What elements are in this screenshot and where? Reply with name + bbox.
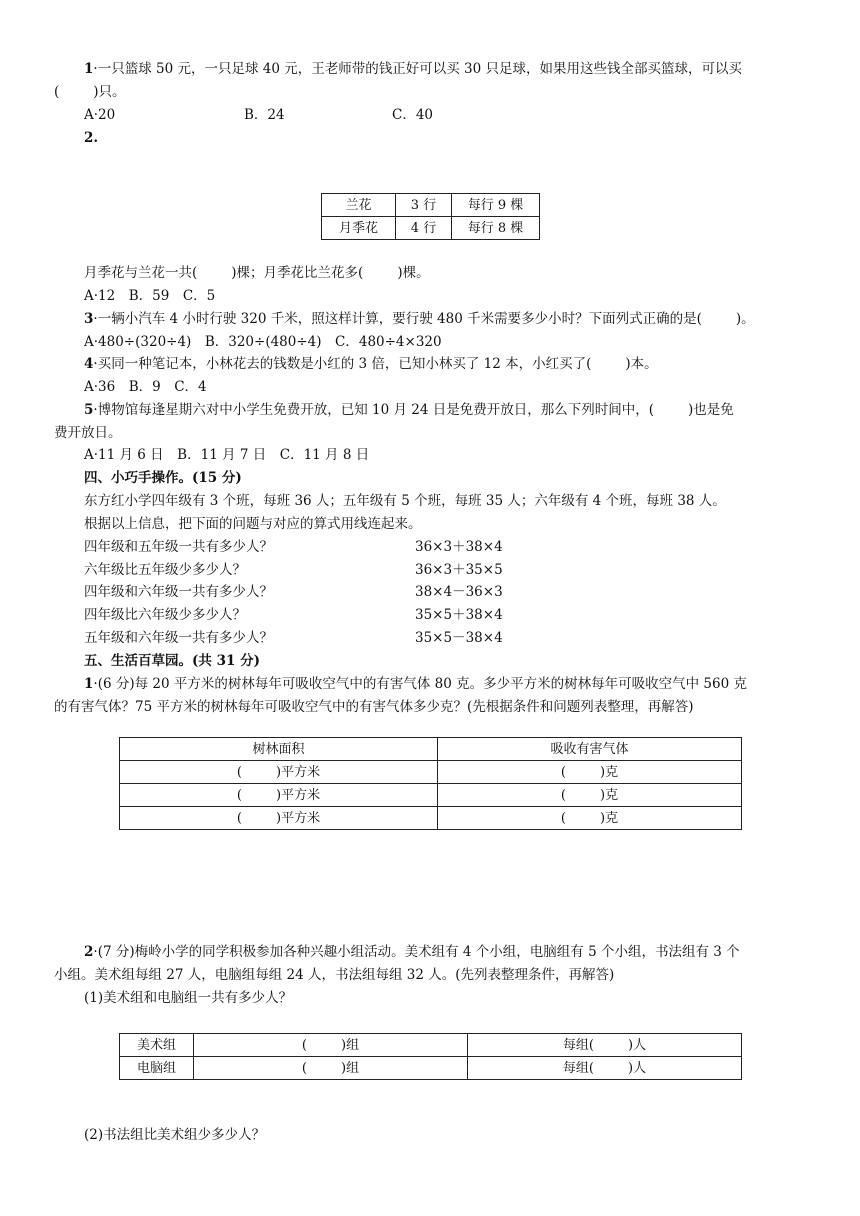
q1-option-a: A·20 <box>84 107 116 123</box>
q1-option-c: C．40 <box>392 107 434 123</box>
p2-group-table <box>119 1033 742 1080</box>
q4-line: 4·买同一种笔记本，小林花去的钱数是小红的 3 倍，已知小林买了 12 本，小红买了( )本。 <box>84 356 658 372</box>
match-question-1[interactable]: 四年级和五年级一共有多少人？ <box>84 539 273 555</box>
p2-line2: 小组。美术组每组 27 人，电脑组每组 24 人，书法组每组 32 人。(先列表整理条件，再解答) <box>54 967 615 983</box>
q5-number: 5 <box>84 402 94 418</box>
table-row: ( )平方米 ( )克 <box>120 807 742 830</box>
table-row: 电脑组 ( )组 每组( )人 <box>120 1057 742 1080</box>
p2-line1: 2·(7 分)梅岭小学的同学积极参加各种兴趣小组活动。美术组有 4 个小组，电脑组有 5 个小组，书法组有 3 个 <box>84 944 740 960</box>
match-formula-2[interactable]: 36×3＋35×5 <box>415 562 503 578</box>
q4-number: 4 <box>84 356 94 372</box>
q2-question: 月季花与兰花一共( )棵；月季花比兰花多( )棵。 <box>84 265 430 281</box>
p1-line1: 1·(6 分)每 20 平方米的树林每年可吸收空气中的有害气体 80 克。多少平方米的树林每年可吸收空气中 560 克 <box>84 676 747 692</box>
table-row: ( )平方米 ( )克 <box>120 761 742 784</box>
q1-line2: ( )只。 <box>54 84 126 100</box>
section5-title: 五、生活百草园。(共 31 分) <box>84 653 260 669</box>
q3-number: 3 <box>84 311 94 327</box>
q3-line: 3·一辆小汽车 4 小时行驶 320 千米，照这样计算，要行驶 480 千米需要多少小时？下面列式正确的是( )。 <box>84 311 755 327</box>
p1-header-area: 树林面积 <box>120 738 438 761</box>
q5-options: A·11 月 6 日 B．11 月 7 日 C．11 月 8 日 <box>84 447 370 463</box>
p1-number: 1 <box>84 676 94 692</box>
section4-intro-1: 东方红小学四年级有 3 个班，每班 36 人；五年级有 5 个班，每班 35 人；六年级有 4 个班，每班 38 人。 <box>84 493 726 509</box>
table-row: 美术组 ( )组 每组( )人 <box>120 1034 742 1057</box>
match-question-2[interactable]: 六年级比五年级少多少人？ <box>84 562 246 578</box>
q2-options: A·12 B．59 C．5 <box>84 288 216 304</box>
q1-text: ·一只篮球 50 元，一只足球 40 元，王老师带的钱正好可以买 30 只足球，如果用这些钱全部买篮球，可以买 <box>93 61 742 77</box>
p2-sub-question-2: (2)书法组比美术组少多少人？ <box>84 1127 266 1143</box>
table-row: 兰花 3 行 每行 9 棵 <box>322 194 540 217</box>
section4-intro-2: 根据以上信息，把下面的问题与对应的算式用线连起来。 <box>84 516 422 532</box>
p1-line2: 的有害气体？75 平方米的树林每年可吸收空气中的有害气体多少克？(先根据条件和问题列表整理，再解答) <box>54 699 694 715</box>
match-formula-4[interactable]: 35×5＋38×4 <box>415 607 503 623</box>
q4-options: A·36 B．9 C．4 <box>84 379 207 395</box>
q5-line1: 5·博物馆每逢星期六对中小学生免费开放，已知 10 月 24 日是免费开放日，那么下列时间中，( )也是免 <box>84 402 734 418</box>
q5-line2: 费开放日。 <box>54 425 122 441</box>
match-question-3[interactable]: 四年级和六年级一共有多少人？ <box>84 584 273 600</box>
table-row <box>120 738 742 761</box>
q2-number: 2. <box>84 130 99 146</box>
match-formula-5[interactable]: 35×5－38×4 <box>415 630 503 646</box>
p2-sub-question-1: (1)美术组和电脑组一共有多少人？ <box>84 990 293 1006</box>
table-row: 月季花 4 行 每行 8 棵 <box>322 217 540 240</box>
match-formula-1[interactable]: 36×3＋38×4 <box>415 539 503 555</box>
q2-flower-table <box>321 193 540 240</box>
q1-number: 1 <box>84 61 94 77</box>
q1-option-b: B．24 <box>244 107 285 123</box>
match-question-5[interactable]: 五年级和六年级一共有多少人？ <box>84 630 273 646</box>
p1-forest-table <box>119 737 742 830</box>
table-row: ( )平方米 ( )克 <box>120 784 742 807</box>
match-question-4[interactable]: 四年级比六年级少多少人？ <box>84 607 246 623</box>
p1-header-gas: 吸收有害气体 <box>438 738 742 761</box>
section4-title: 四、小巧手操作。(15 分) <box>84 470 242 486</box>
q3-options: A·480÷(320÷4) B．320÷(480÷4) C．480÷4×320 <box>84 334 442 350</box>
q1-line1 <box>84 63 742 77</box>
p2-number: 2 <box>84 944 94 960</box>
match-formula-3[interactable]: 38×4－36×3 <box>415 584 503 600</box>
